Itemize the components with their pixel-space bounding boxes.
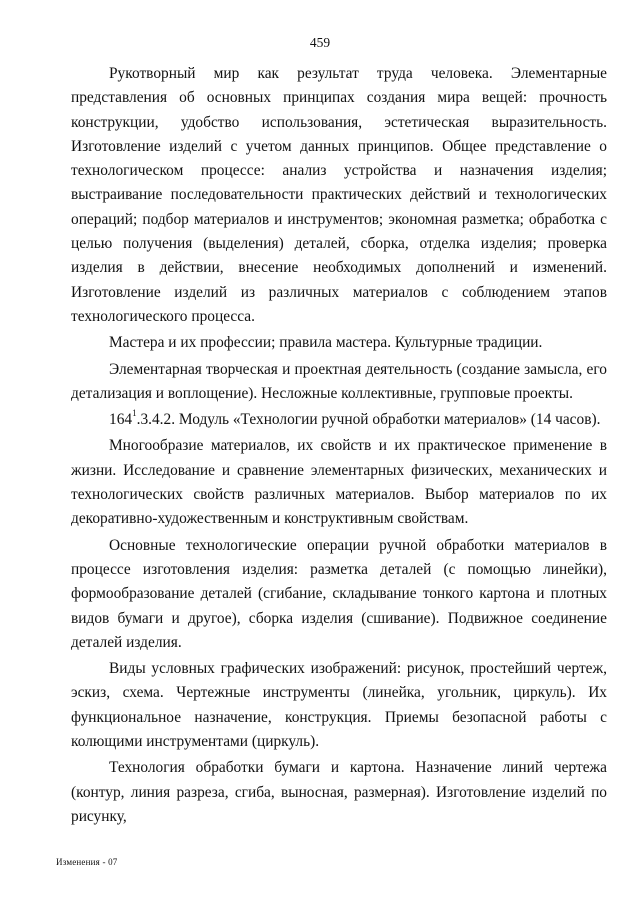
paragraph-paper-technology: Технология обработки бумаги и картона. Назначение линий чертежа (контур, линия разреза, сгиба, выносная, размерная). Изготовление изделий по рисунку,	[71, 759, 607, 825]
page-number: 459	[309, 35, 331, 50]
module-heading	[71, 408, 607, 432]
module-number-superscript: 1	[132, 408, 137, 419]
paragraph-creative-activity: Элементарная творческая и проектная деятельность (создание замысла, его детализация и воплощение). Несложные коллективные, групповые проекты.	[71, 360, 607, 402]
paragraph-handmade-world: Рукотворный мир как результат труда человека. Элементарные представления об основных принципах создания мира вещей: прочность конструкции, удобство использования, эстетическая выразительность. Изготовление изделий с учетом данных принципов. Общее представление о технологическом процессе: анализ устройства и назначения изделия; выстраивание последовательности практических действий и технологических операций; подбор материалов и инструментов; экономная разметка; обработка с целью получения (выделения) деталей, сборка, отделка изделия; проверка изделия в действии, внесение необходимых дополнений и изменений. Изготовление изделий из различных материалов с соблюдением этапов технологического процесса.	[71, 65, 607, 325]
module-title: .3.4.2. Модуль «Технологии ручной обработки материалов» (14 часов).	[136, 411, 601, 429]
paragraph-masters: Мастера и их профессии; правила мастера. Культурные традиции.	[109, 334, 543, 352]
paragraph-materials: Многообразие материалов, их свойств и их практическое применение в жизни. Исследование и сравнение элементарных физических, механических и технологических свойств различных материалов. Выбор материалов по их декоративно-художественным и конструктивным свойствам.	[71, 437, 607, 528]
module-number: 164	[109, 411, 133, 429]
paragraph-operations: Основные технологические операции ручной обработки материалов в процессе изготовления изделия: разметка деталей (с помощью линейки), формообразование деталей (сгибание, складывание тонкого картона и плотных видов бумаги и другое), сборка изделия (сшивание). Подвижное соединение деталей изделия.	[71, 536, 607, 651]
paragraph-graphics: Виды условных графических изображений: рисунок, простейший чертеж, эскиз, схема. Чертежные инструменты (линейка, угольник, циркуль). Их функциональное назначение, конструкция. Приемы безопасной работы с колющими инструментами (циркуль).	[71, 660, 607, 751]
footer-note: Изменения - 07	[56, 857, 118, 867]
document-body	[71, 62, 607, 829]
